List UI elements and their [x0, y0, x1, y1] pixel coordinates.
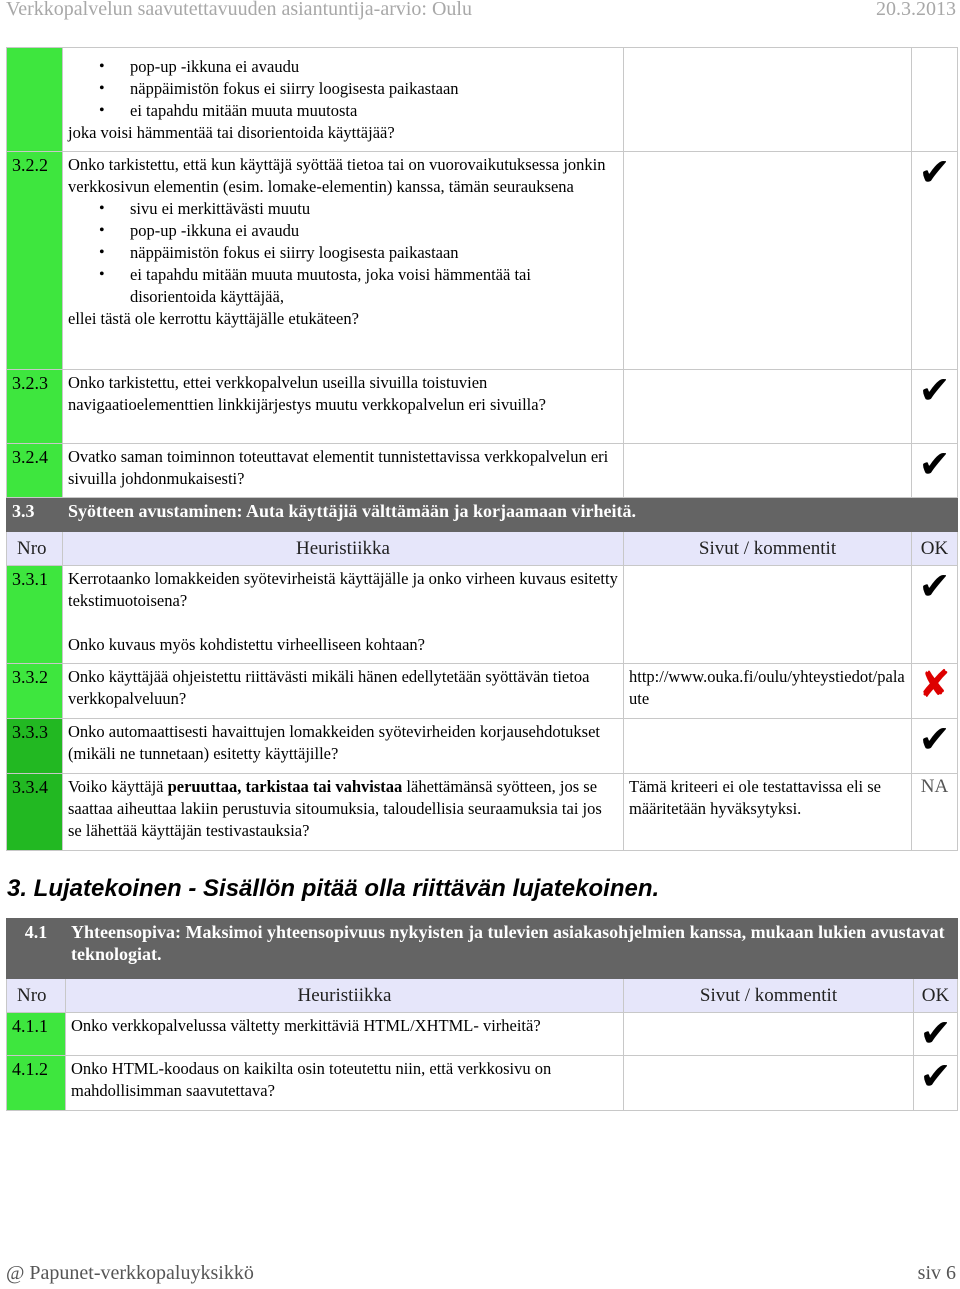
comment-cell [624, 48, 912, 152]
heuristic-text: Voiko käyttäjä [68, 777, 168, 796]
check-icon: ✔ [912, 370, 958, 444]
section-header-row [7, 498, 958, 532]
check-icon: ✔ [912, 566, 958, 664]
page-number: siv 6 [917, 1262, 956, 1284]
column-header-sivut: Sivut / kommentit [624, 532, 912, 566]
list-item: • näppäimistön fokus ei siirry loogisesta paikastaan [130, 242, 618, 264]
column-header-heuristiikka: Heuristiikka [66, 979, 624, 1013]
heuristic-text: joka voisi hämmentää tai disorientoida käyttäjää? [68, 123, 395, 142]
check-icon: ✔ [912, 152, 958, 370]
heuristic-text: Onko kuvaus myös kohdistettu virheelliseen kohtaan? [68, 635, 425, 654]
section-header-row [7, 919, 958, 979]
column-header-row [7, 532, 958, 566]
row-number: 4.1.2 [7, 1056, 66, 1111]
table-row [7, 566, 958, 664]
heuristic-text: Ovatko saman toiminnon toteuttavat elementit tunnistettavissa verkkopalvelun eri sivuilla johdonmukaisesti? [63, 444, 624, 498]
column-header-nro: Nro [7, 532, 63, 566]
row-number [7, 48, 63, 152]
ok-cell [912, 48, 958, 152]
heuristic-text: ellei tästä ole kerrottu käyttäjälle etukäteen? [68, 309, 359, 328]
heuristic-text: Onko tarkistettu, että kun käyttäjä syöttää tietoa tai on vuorovaikutuksessa jonkin verkkosivun elementin (esim. lomake-elementin) kanssa, tämän seurauksena [68, 155, 606, 196]
bullet-list [68, 56, 618, 122]
section-number: 3.3 [7, 498, 63, 532]
list-item: • ei tapahdu mitään muuta muutosta [130, 100, 618, 122]
row-number: 3.3.2 [7, 664, 63, 719]
heuristic-text: Onko tarkistettu, ettei verkkopalvelun useilla sivuilla toistuvien navigaatioelementtien linkkijärjestys muutu verkkopalvelun eri sivuilla? [63, 370, 624, 444]
page-header [6, 0, 956, 22]
comment-cell [624, 1056, 914, 1111]
table-row [7, 370, 958, 444]
comment-cell [624, 1013, 914, 1056]
comment-cell [624, 444, 912, 498]
row-number: 3.2.4 [7, 444, 63, 498]
heuristic-bold-text: peruuttaa, tarkistaa tai vahvistaa [167, 777, 403, 796]
na-label: NA [912, 774, 958, 851]
comment-cell [624, 566, 912, 664]
column-header-row [7, 979, 958, 1013]
table-row [7, 1013, 958, 1056]
row-number: 4.1.1 [7, 1013, 66, 1056]
list-item: • ei tapahdu mitään muuta muutosta, joka voisi hämmentää tai disorientoida käyttäjää, [130, 264, 618, 308]
comment-cell [624, 370, 912, 444]
column-header-ok: OK [914, 979, 958, 1013]
row-number: 3.3.1 [7, 566, 63, 664]
table-row [7, 48, 958, 152]
check-icon: ✔ [914, 1056, 958, 1111]
section-title: Yhteensopiva: Maksimoi yhteensopivuus nykyisten ja tulevien asiakasohjelmien kanssa, mukaan lukien avustavat teknologiat. [66, 919, 958, 979]
column-header-sivut: Sivut / kommentit [624, 979, 914, 1013]
row-number: 3.3.4 [7, 774, 63, 851]
list-item: • pop-up -ikkuna ei avaudu [130, 56, 618, 78]
table-row [7, 774, 958, 851]
footer-organization: @ Papunet-verkkopaluyksikkö [6, 1262, 254, 1284]
heuristic-text: Onko käyttäjää ohjeistettu riittävästi mikäli hänen edellytetään syöttävän tietoa verkkopalveluun? [63, 664, 624, 719]
document-title: Verkkopalvelun saavutettavuuden asiantuntija-arvio: Oulu [6, 0, 472, 20]
comment-cell: http://www.ouka.fi/oulu/yhteystiedot/palaute [624, 664, 912, 719]
check-icon: ✔ [912, 444, 958, 498]
heuristic-text: Onko HTML-koodaus on kaikilta osin toteutettu niin, että verkkosivu on mahdollisimman saavutettava? [66, 1056, 624, 1111]
row-number: 3.2.3 [7, 370, 63, 444]
heuristic-cell [63, 566, 624, 664]
section-number: 4.1 [7, 919, 66, 979]
heuristics-table-4 [6, 918, 958, 1111]
check-icon: ✔ [912, 719, 958, 774]
heuristic-cell [63, 152, 624, 370]
check-icon: ✔ [914, 1013, 958, 1056]
bullet-list [68, 198, 618, 308]
table-row [7, 719, 958, 774]
list-item: • näppäimistön fokus ei siirry loogisesta paikastaan [130, 78, 618, 100]
column-header-nro: Nro [7, 979, 66, 1013]
table-row [7, 444, 958, 498]
list-item: • sivu ei merkittävästi muutu [130, 198, 618, 220]
table-row [7, 152, 958, 370]
heuristics-table-3 [6, 47, 958, 851]
heuristic-cell [63, 774, 624, 851]
comment-cell: Tämä kriteeri ei ole testattavissa eli se määritetään hyväksytyksi. [624, 774, 912, 851]
row-number: 3.3.3 [7, 719, 63, 774]
document-date: 20.3.2013 [876, 0, 956, 20]
heuristic-cell [63, 48, 624, 152]
heuristic-text: Onko automaattisesti havaittujen lomakkeiden syötevirheiden korjausehdotukset (mikäli ne tunnetaan) esitetty käyttäjille? [63, 719, 624, 774]
heuristic-text: Kerrotaanko lomakkeiden syötevirheistä käyttäjälle ja onko virheen kuvaus esitetty tekstimuotoisena? [68, 569, 618, 610]
table-row [7, 1056, 958, 1111]
heuristic-text: Onko verkkopalvelussa vältetty merkittäviä HTML/XHTML- virheitä? [66, 1013, 624, 1056]
column-header-heuristiikka: Heuristiikka [63, 532, 624, 566]
section-heading: 3. Lujatekoinen - Sisällön pitää olla riittävän lujatekoinen. [7, 875, 660, 902]
cross-icon: ✘ [912, 664, 958, 719]
list-item: • pop-up -ikkuna ei avaudu [130, 220, 618, 242]
heuristic-text: lähettämänsä syötteen, jos se saattaa aiheuttaa lakiin perustuvia sitoumuksia, taloudellisia seuraamuksia tai jos se lähettää käyttäjän testivastauksia? [68, 777, 602, 840]
table-row [7, 664, 958, 719]
row-number: 3.2.2 [7, 152, 63, 370]
section-title: Syötteen avustaminen: Auta käyttäjiä välttämään ja korjaamaan virheitä. [63, 498, 958, 532]
column-header-ok: OK [912, 532, 958, 566]
comment-cell [624, 152, 912, 370]
comment-cell [624, 719, 912, 774]
